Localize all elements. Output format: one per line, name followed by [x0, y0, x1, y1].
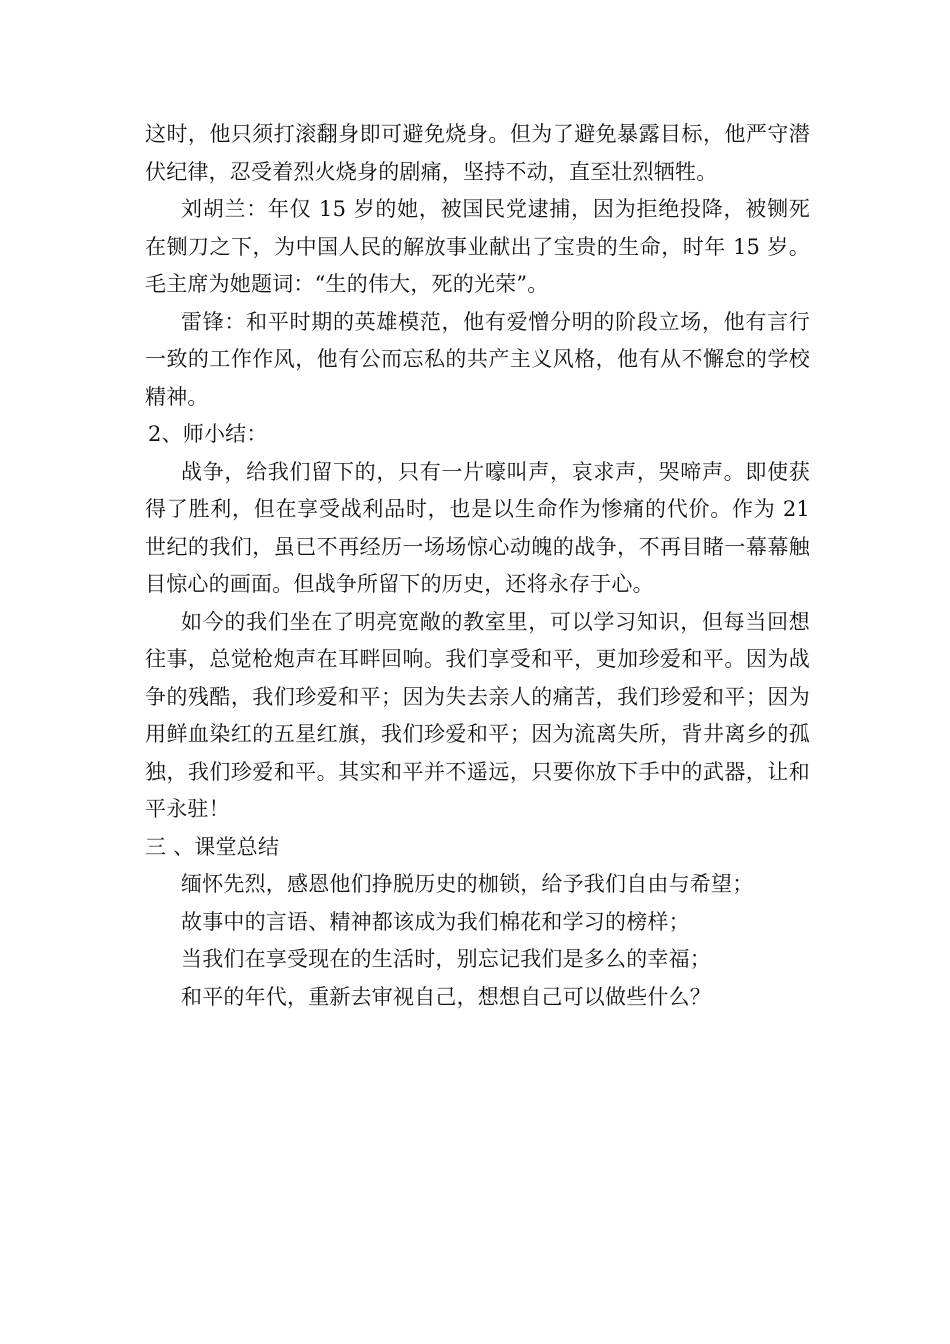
summary-line-3: 当我们在享受现在的生活时，别忘记我们是多么的幸福； — [181, 947, 711, 971]
section-heading-class-summary: 三 、课堂总结 — [145, 834, 280, 859]
paragraph-cherish-peace: 如今的我们坐在了明亮宽敞的教室里，可以学习知识，但每当回想往事，总觉枪炮声在耳畔回响。我们享受和平，更加珍爱和平。因为战争的残酷，我们珍爱和平；因为失去亲人的痛苦，我们珍爱和平；因为用鲜血染红的五星红旗，我们珍爱和平；因为流离失所，背井离乡的孤独，我们珍爱和平。其实和平并不遥远，只要你放下手中的武器，让和平永驻！ — [145, 609, 810, 821]
paragraph-war-legacy: 战争，给我们留下的，只有一片嚎叫声，哀求声，哭啼声。即使获得了胜利，但在享受战利品时，也是以生命作为惨痛的代价。作为 21 世纪的我们，虽已不再经历一场场惊心动魄的战争，不再目睹一幕幕触目惊心的画面。但战争所留下的历史，还将永存于心。 — [145, 459, 810, 596]
paragraph-liu-hulan: 刘胡兰：年仅 15 岁的她，被国民党逮捕，因为拒绝投降，被铡死在铡刀之下，为中国人民的解放事业献出了宝贵的生命，时年 15 岁。毛主席为她题词：“生的伟大，死的光荣”。 — [145, 197, 810, 296]
summary-line-1: 缅怀先烈，感恩他们挣脱历史的枷锁，给予我们自由与希望； — [181, 872, 754, 896]
section-heading-teacher-summary: 2、师小结： — [148, 422, 268, 446]
paragraph-lei-feng: 雷锋：和平时期的英雄模范，他有爱憎分明的阶段立场，他有言行一致的工作作风，他有公而忘私的共产主义风格，他有从不懈怠的学校精神。 — [145, 309, 810, 409]
summary-line-2: 故事中的言语、精神都该成为我们棉花和学习的榜样； — [181, 909, 690, 934]
paragraph-dong-cunrui-ending: 这时，他只须打滚翻身即可避免烧身。但为了避免暴露目标，他严守潜伏纪律，忍受着烈火烧身的剧痛，坚持不动，直至壮烈牺牲。 — [145, 122, 810, 184]
document-body — [145, 116, 810, 1016]
summary-line-4: 和平的年代，重新去审视自己，想想自己可以做些什么？ — [181, 984, 711, 1009]
